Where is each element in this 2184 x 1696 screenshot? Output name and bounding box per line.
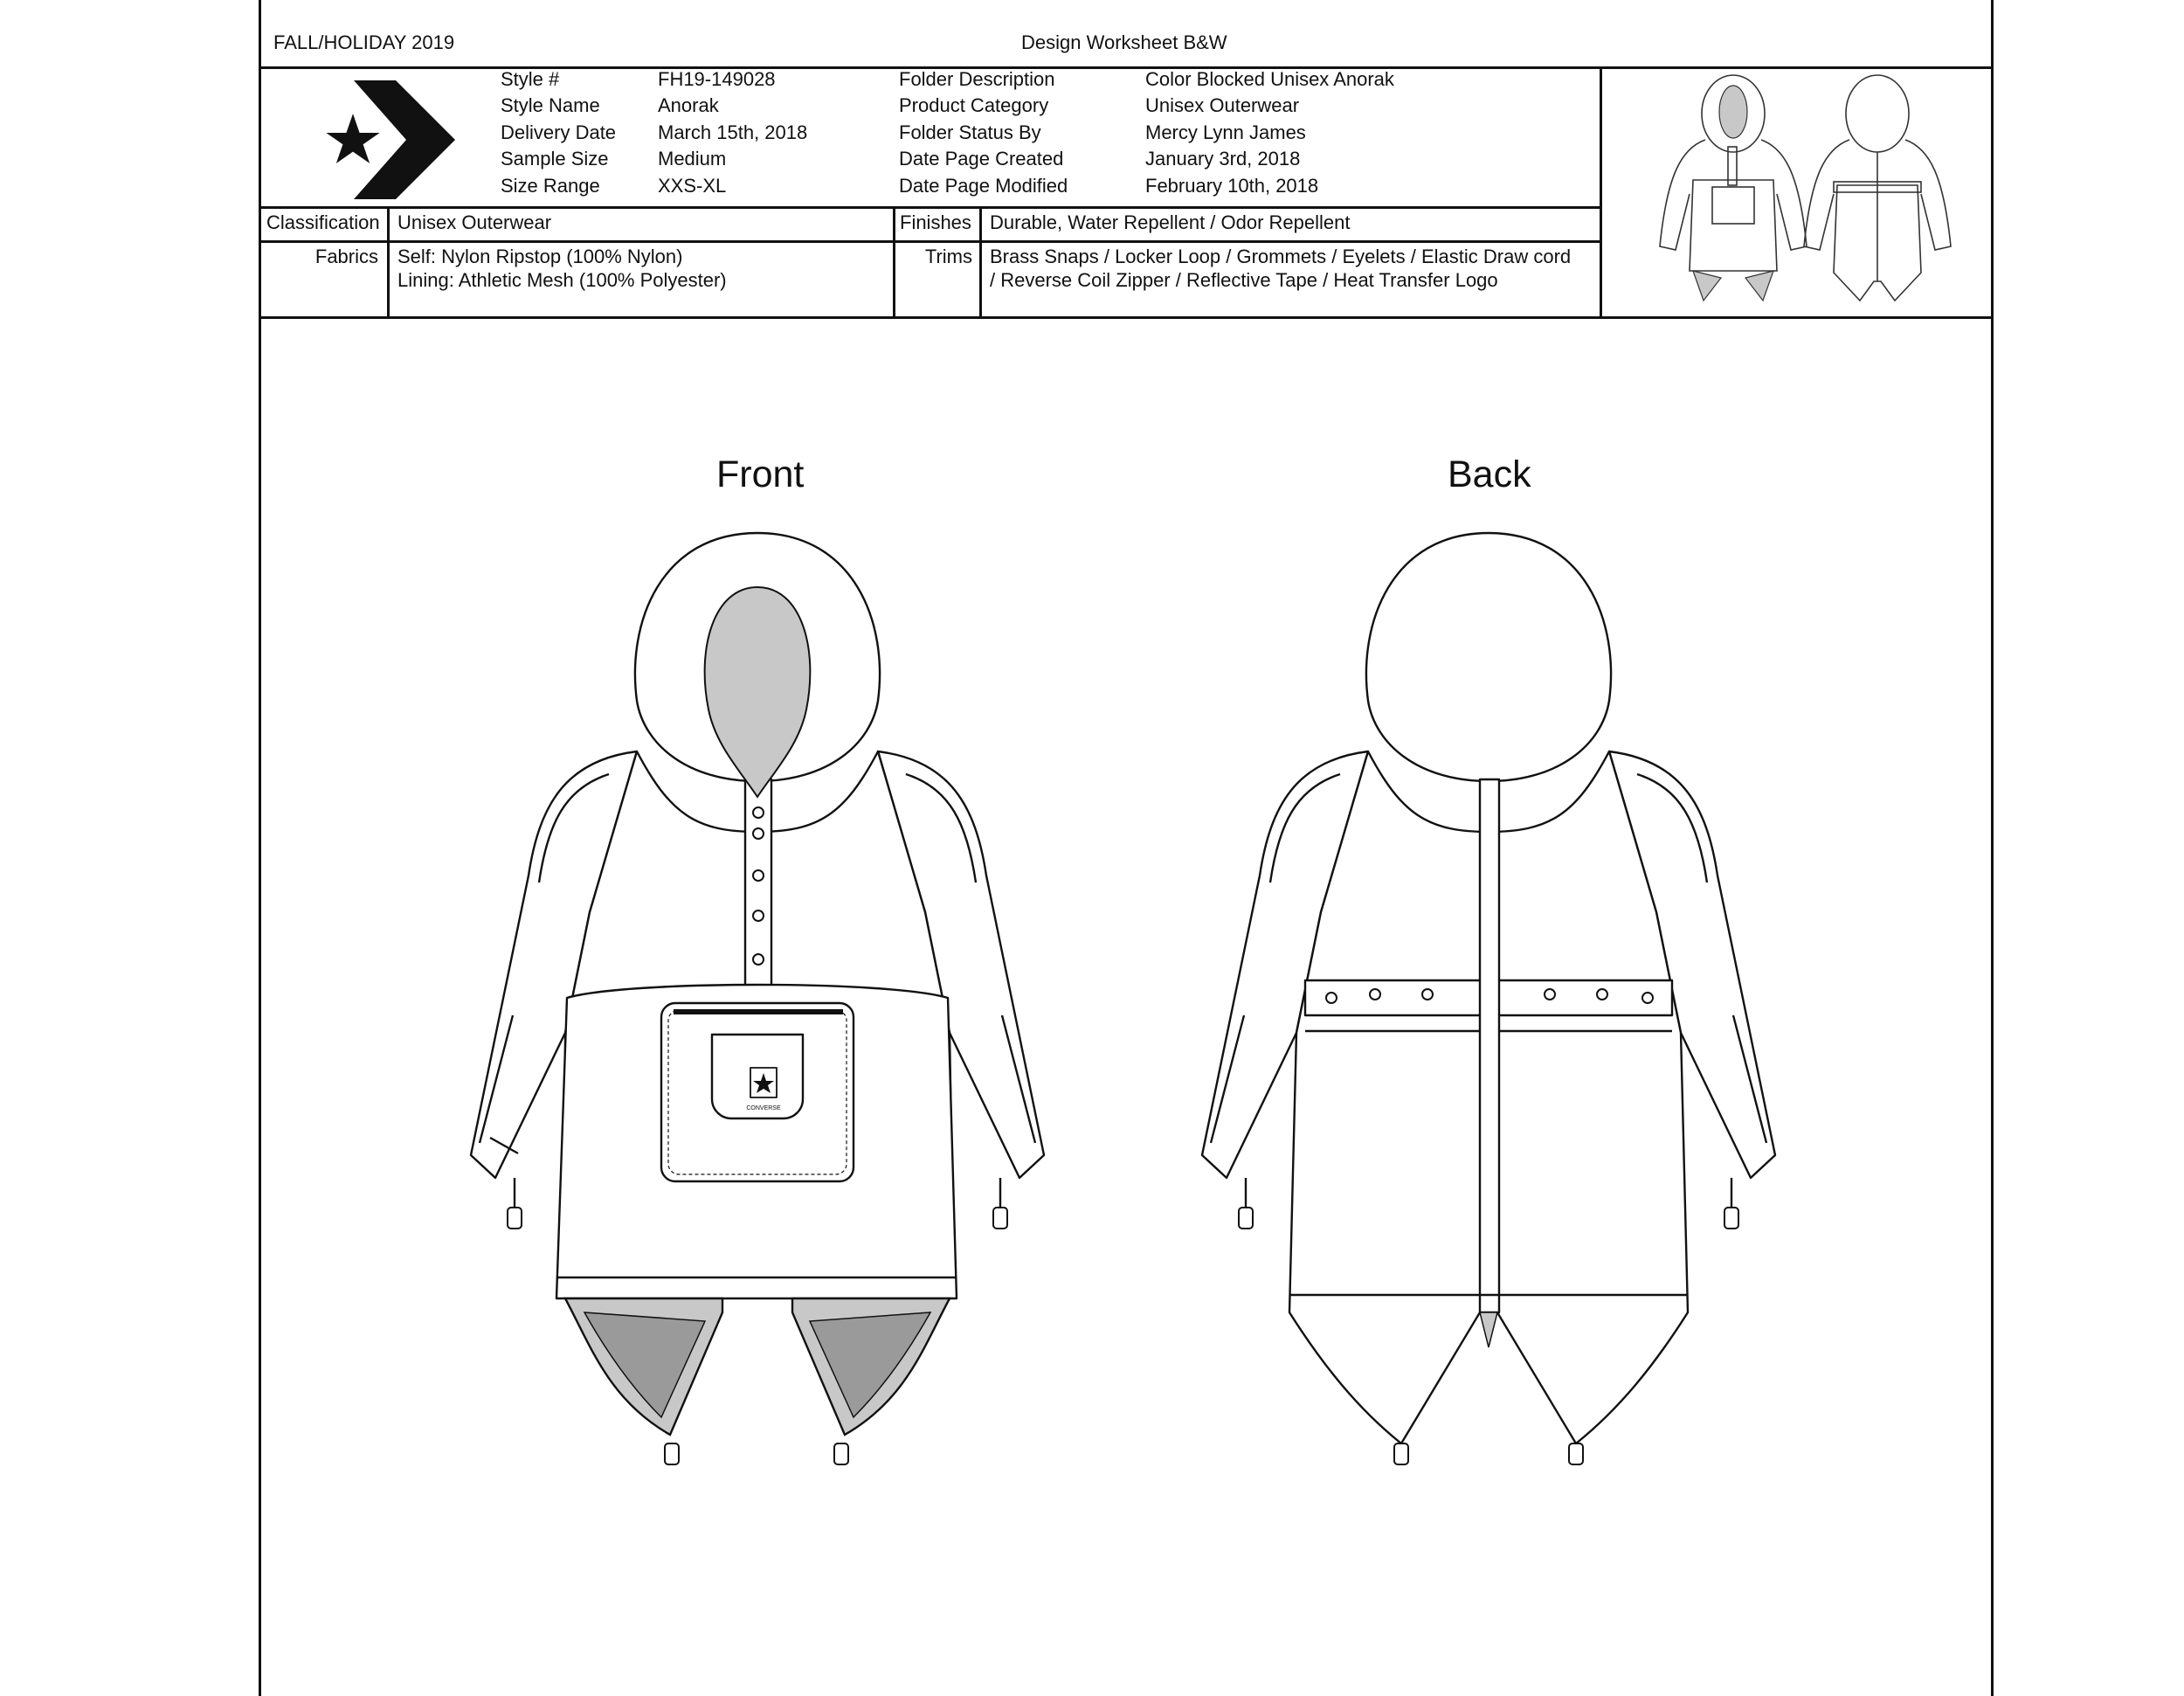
back-view-label: Back	[1448, 453, 1531, 495]
delivery-date-value: March 15th, 2018	[658, 121, 808, 143]
product-category-value: Unisex Outerwear	[1145, 94, 1300, 116]
date-modified-value: February 10th, 2018	[1145, 175, 1319, 197]
design-worksheet	[259, 0, 1994, 1696]
worksheet-header	[261, 0, 1991, 69]
divider	[261, 240, 1600, 243]
style-name-value: Anorak	[658, 94, 719, 116]
finishes-label: Finishes	[900, 211, 971, 233]
folder-description-value: Color Blocked Unisex Anorak	[1145, 68, 1394, 90]
divider	[387, 206, 390, 316]
back-garment-sketch	[1165, 526, 1829, 1513]
finishes-value: Durable, Water Repellent / Odor Repellent	[990, 211, 1351, 233]
fabrics-label: Fabrics	[314, 246, 378, 267]
style-number-label: Style #	[501, 68, 560, 90]
date-created-label: Date Page Created	[899, 148, 1064, 170]
trims-label: Trims	[924, 246, 972, 267]
divider	[261, 206, 1600, 209]
size-range-label: Size Range	[501, 175, 600, 197]
worksheet-title: Design Worksheet B&W	[1021, 31, 1227, 53]
back-thumbnail	[1799, 72, 1956, 308]
front-garment-sketch	[434, 526, 1098, 1513]
sample-size-label: Sample Size	[501, 148, 609, 170]
folder-status-label: Folder Status By	[899, 121, 1041, 143]
front-thumbnail	[1655, 72, 1812, 308]
style-number-value: FH19-149028	[658, 68, 776, 90]
folder-status-value: Mercy Lynn James	[1145, 121, 1306, 143]
date-modified-label: Date Page Modified	[899, 175, 1068, 197]
season-label: FALL/HOLIDAY 2019	[273, 31, 455, 53]
divider	[893, 206, 895, 316]
fabric-self: Self: Nylon Ripstop (100% Nylon)	[397, 246, 683, 267]
divider	[979, 206, 982, 316]
style-info-panel	[261, 66, 1991, 319]
date-created-value: January 3rd, 2018	[1145, 148, 1301, 170]
front-view-label: Front	[716, 453, 805, 495]
delivery-date-label: Delivery Date	[501, 121, 617, 143]
star-chevron-logo-icon	[315, 80, 455, 199]
divider	[1600, 66, 1602, 316]
folder-description-label: Folder Description	[899, 68, 1055, 90]
style-name-label: Style Name	[501, 94, 600, 116]
size-range-value: XXS-XL	[658, 175, 727, 197]
pocket-logo-text: CONVERSE	[746, 1105, 781, 1111]
trims-line-1: Brass Snaps / Locker Loop / Grommets / Eyelets / Elastic Draw cord	[990, 246, 1572, 267]
product-category-label: Product Category	[899, 94, 1049, 116]
fabric-lining: Lining: Athletic Mesh (100% Polyester)	[397, 269, 727, 291]
classification-value: Unisex Outerwear	[397, 211, 552, 233]
sample-size-value: Medium	[658, 148, 727, 170]
trims-line-2: / Reverse Coil Zipper / Reflective Tape / Heat Transfer Logo	[990, 269, 1498, 291]
classification-label: Classification	[266, 211, 380, 233]
